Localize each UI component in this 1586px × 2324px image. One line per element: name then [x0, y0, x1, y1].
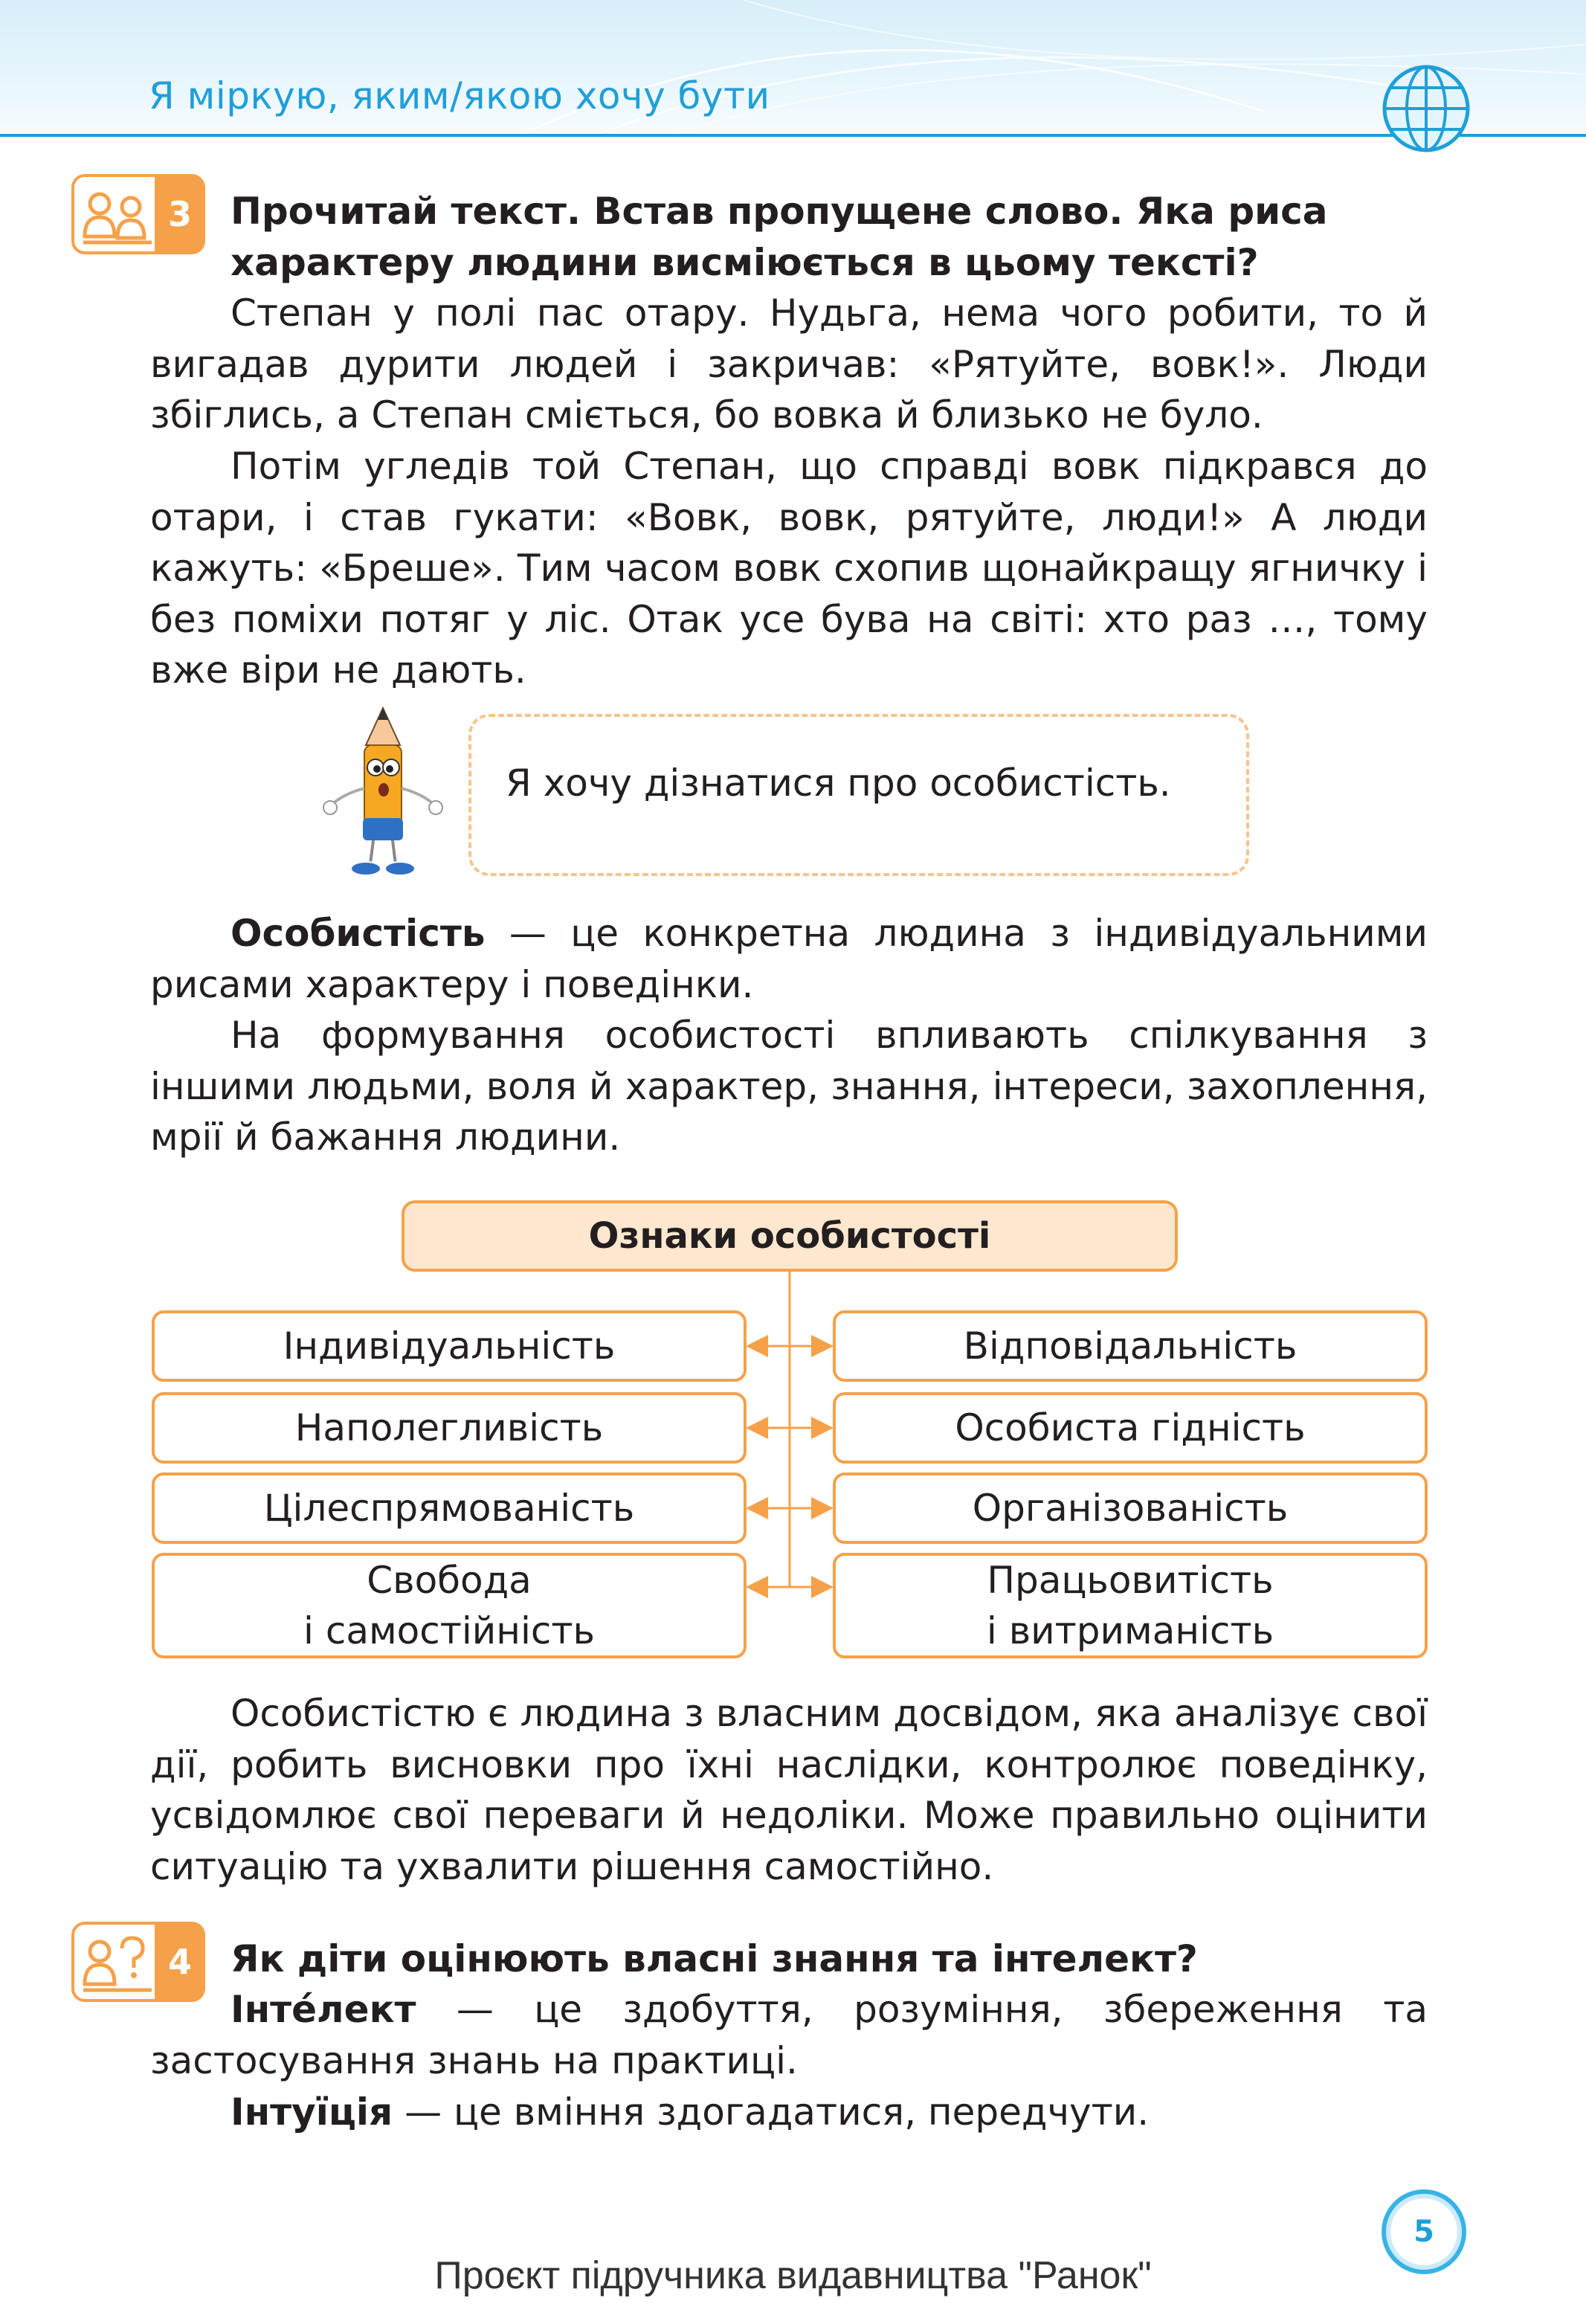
trait-box-right-2: Особиста гідність: [833, 1392, 1428, 1464]
intuition-rest: — це вміння здогадатися, передчути.: [393, 2090, 1150, 2134]
speech-bubble-text: Я хочу дізнатися про особистість.: [506, 762, 1171, 805]
trait-box-left-3: Цілеспрямованість: [152, 1472, 747, 1544]
trait-box-right-1: Відповідальність: [833, 1310, 1428, 1382]
definition-term: Особистість: [231, 912, 486, 955]
formation-text: На формування особистості впливають спілкування з іншими людьми, воля й характер, знання, інтереси, захоплення, мрії й бажання людини.: [150, 1014, 1428, 1159]
trait-box-right-4: Працьовитість і витриманість: [833, 1553, 1428, 1658]
story-paragraph-2-text: Потім угледів той Степан, що справді вовк підкрався до отари, і став гукати: «Вовк, вовк, рятуйте, люди!» А люди кажуть: «Бреше». Тим часом вовк схопив щонайкращу ягничку і без поміхи потяг у ліс. Отак усе бува на світі: хто раз …, тому вже віри не дають.: [150, 445, 1428, 692]
trait-box-left-1: Індивідуальність: [152, 1310, 747, 1382]
definition-paragraph: [150, 908, 1428, 1010]
definition-rest: — це конкретна людина з індивідуальними рисами характеру і поведінки.: [150, 912, 1428, 1006]
story-paragraph-1: [150, 288, 1428, 441]
people-thinking-icon: [80, 184, 155, 248]
header-title: Я міркую, яким/якою хочу бути: [149, 74, 770, 118]
people-question-icon: [80, 1932, 155, 1996]
task-3-question: Прочитай текст. Встав пропущене слово. Яка риса характеру людини висміюється в цьому тексті?: [231, 190, 1328, 284]
intellect-rest: — це здобуття, розуміння, збереження та застосування знань на практиці.: [150, 1988, 1428, 2082]
task-4-question: Як діти оцінюють власні знання та інтелект?: [231, 1937, 1198, 1980]
task-4-badge-frame: [71, 1922, 159, 2002]
intellect-paragraph: [150, 1984, 1428, 2086]
intellect-term: Інте́лект: [231, 1988, 416, 2031]
task-3-number: 3: [155, 174, 205, 254]
header-rule: [0, 134, 1586, 137]
page-number: 5: [1382, 2189, 1466, 2274]
task-3-badge-frame: [71, 174, 159, 254]
task-4-number: 4: [155, 1922, 205, 2002]
globe-icon: [1382, 64, 1471, 153]
intuition-term: Інтуїція: [231, 2090, 393, 2134]
pencil-mascot: [320, 706, 446, 885]
summary-paragraph: [150, 1688, 1428, 1892]
publisher-note: Проєкт підручника видавництва "Ранок": [434, 2254, 1152, 2297]
formation-paragraph: [150, 1010, 1428, 1163]
task-3-badge: [71, 174, 205, 254]
summary-text: Особистістю є людина з власним досвідом, яка аналізує свої дії, робить висновки про їхні наслідки, контролює поведінку, усвідомлює свої переваги й недоліки. Може правильно оцінити ситуацію та ухвалити рішення самостійно.: [150, 1692, 1428, 1888]
trait-box-left-4: Свобода і самостійність: [152, 1553, 747, 1658]
story-paragraph-2: [150, 441, 1428, 696]
story-paragraph-1-text: Степан у полі пас отару. Нудьга, нема чого робити, то й вигадав дурити людей і закричав: «Рятуйте, вовк!». Люди збіглись, а Степан сміється, бо вовка й близько не було.: [150, 292, 1428, 437]
trait-box-left-2: Наполегливість: [152, 1392, 747, 1464]
intuition-paragraph: [150, 2087, 1428, 2138]
trait-box-right-3: Організованість: [833, 1472, 1428, 1544]
diagram-title: Ознаки особистості: [402, 1200, 1178, 1272]
